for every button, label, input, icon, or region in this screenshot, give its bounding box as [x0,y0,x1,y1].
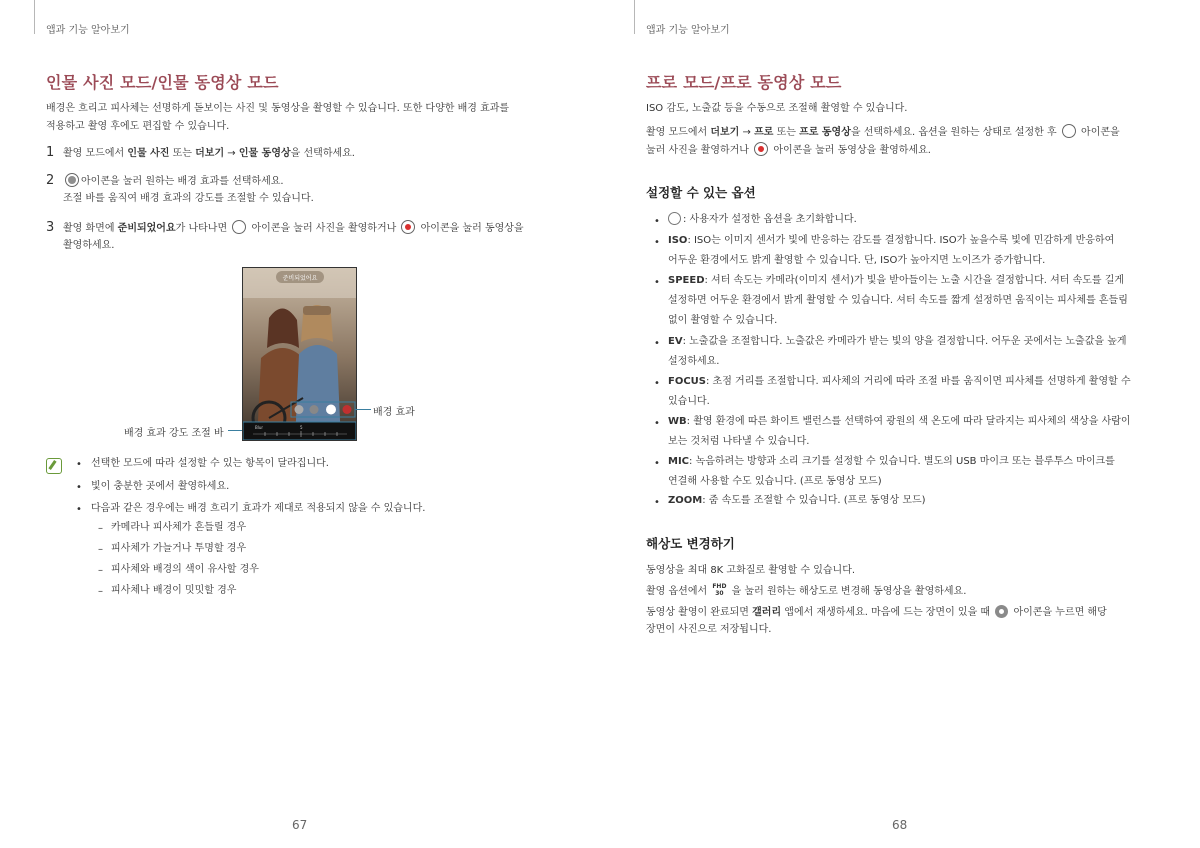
section-header: 앱과 기능 알아보기 [646,25,730,36]
intro-text [46,100,509,136]
option-reset: : 사용자가 설정한 옵션을 초기화합니다. [668,210,857,230]
step-text: 아이콘을 눌러 원하는 배경 효과를 선택하세요. 조절 바를 움직여 배경 효과의 강도를 조절할 수 있습니다. [63,173,314,207]
option-ev: EV: 노출값을 조절합니다. 노출값은 카메라가 받는 빛의 양을 결정합니다. 어두운 곳에서는 노출값을 높게 설정하세요. [668,336,1127,367]
mode-instructions: 촬영 모드에서 더보기 → 프로 또는 프로 동영상을 선택하세요. 옵션을 원하는 상태로 설정한 후 아이콘을 눌러 사진을 촬영하거나 아이콘을 눌러 동영상을 촬영하세요. [646,124,1166,160]
note-icon [46,458,62,474]
right-page: 앱과 기능 알아보기 프로 모드/프로 동영상 모드 ISO 감도, 노출값 등을 수동으로 조절해 촬영할 수 있습니다. 촬영 모드에서 더보기 → 프로 또는 프로 동영상을 선택하세요. 옵션을 원하는 상태로 설정한 후 아이콘을 눌러 사진을 촬영하거나 아이콘을 눌러 동영상을 촬영하세요. 설정할 수 있는 옵션 • : 사용자가 설정한 옵션을 초기화합니다. • ISO: ISO는 이미지 센서가 빛에 반응하는 감도를 결정합니다. ISO가 높을수록 빛에 민감하게 반응하여 어두운 환경에서도 밝게 촬영할 수 있습니다. 단, ISO가 높아지면 노이즈가 증가합니다. • SPEED: 셔터 속도는 카메라(이미지 센서)가 빛을 받아들이는 노출 시간을 결정합니다. 셔터 속도를 길게 설정하면 어두운 환경에서 밝게 촬영할 수 있습니다. 셔터 속도를 짧게 설정하면 움직이는 피사체를 흔들림 없이 촬영할 수 있습니다. • EV: 노출값을 조절합니다. 노출값은 카메라가 받는 빛의 양을 결정합니다. 어두운 곳에서는 노출값을 높게 설정하세요. • FOCUS: 초점 거리를 조절합니다. 피사체의 거리에 따라 조절 바를 움직이면 피사체를 선명하게 촬영할 수 있습니다. • WB: 촬영 환경에 따른 화이트 밸런스를 선택하여 광원의 색 온도에 따라 달라지는 피사체의 색상을 사람이 보는 것처럼 나타낼 수 있습니다. • MIC: 녹음하려는 방향과 소리 크기를 설정할 수 있습니다. 별도의 USB 마이크 또는 블루투스 마이크를 연결해 사용할 수도 있습니다. (프로 동영상 모드) • ZOOM: 줌 속도를 조절할 수 있습니다. (프로 동영상 모드) 해상도 변경하기 동영상을 최대 8K 고화질로 촬영할 수 있습니다. 촬영 옵션에서 FHD 30 을 눌러 원하는 해상도로 변경해 동영상을 촬영하세요. 동영상 촬영이 완료되면 갤러리 앱에서 재생하세요. 마음에 드는 장면이 있을 때 아이콘을 누르면 해당 장면이 사진으로 저장됩니다. 68 [600,0,1200,848]
sub-note-item: 피사체가 가늘거나 투명할 경우 [111,543,247,554]
note-item: 선택한 모드에 따라 설정할 수 있는 항목이 달라집니다. [91,458,329,469]
option-mic: MIC: 녹음하려는 방향과 소리 크기를 설정할 수 있습니다. 별도의 USB 마이크 또는 블루투스 마이크를 연결해 사용할 수도 있습니다. (프로 동영상 모드) [668,456,1115,487]
record-icon [401,220,415,234]
ready-label: 준비되었어요 [282,275,318,282]
option-zoom: ZOOM: 줌 속도를 조절할 수 있습니다. (프로 동영상 모드) [668,495,926,506]
option-focus: FOCUS: 초점 거리를 조절합니다. 피사체의 거리에 따라 조절 바를 움직이면 피사체를 선명하게 촬영할 수 있습니다. [668,376,1131,407]
capture-frame-icon [995,605,1008,618]
option-iso: ISO: ISO는 이미지 센서가 빛에 반응하는 감도를 결정합니다. ISO가 높을수록 빛에 민감하게 반응하여 어두운 환경에서도 밝게 촬영할 수 있습니다. 단, ISO가 높아지면 노이즈가 증가합니다. [668,235,1115,266]
note-item: 다음과 같은 경우에는 배경 흐리기 효과가 제대로 적용되지 않을 수 있습니다. [91,503,426,514]
fhd-resolution-icon: FHD 30 [712,583,727,597]
shutter-icon [232,220,246,234]
intro-text: ISO 감도, 노출값 등을 수동으로 조절해 촬영할 수 있습니다. [646,103,908,114]
step-text: 촬영 모드에서 인물 사진 또는 더보기 → 인물 동영상을 선택하세요. [63,148,355,159]
page-title: 프로 모드/프로 동영상 모드 [646,73,842,92]
intro-line: 배경은 흐리고 피사체는 선명하게 돋보이는 사진 및 동영상을 촬영할 수 있습니다. 또한 다양한 배경 효과를 [46,103,510,114]
callout-line [228,430,242,431]
sub-note-item: 피사체와 배경의 색이 유사할 경우 [111,564,259,575]
header-divider [634,0,635,34]
sub-note-item: 카메라나 피사체가 흔들릴 경우 [111,522,247,533]
resolution-text: 동영상을 최대 8K 고화질로 촬영할 수 있습니다. 촬영 옵션에서 FHD 30 을 눌러 원하는 해상도로 변경해 동영상을 촬영하세요. 동영상 촬영이 완료되면 갤러리 앱에서 재생하세요. 마음에 드는 장면이 있을 때 아이콘을 누르면 해당 장면이 사진으로 저장됩니다. [646,565,1107,635]
step-text: 촬영 화면에 준비되었어요가 나타나면 아이콘을 눌러 사진을 촬영하거나 아이콘을 눌러 동영상을 촬영하세요. [63,220,524,254]
header-divider [34,0,35,34]
callout-effect: 배경 효과 [373,407,415,418]
step-number: 2 [46,173,55,188]
intro-line: 적용하고 촬영 후에도 편집할 수 있습니다. [46,121,230,132]
page-number: 68 [892,818,908,832]
option-wb: WB: 촬영 환경에 따른 화이트 밸런스를 선택하여 광원의 색 온도에 따라 달라지는 피사체의 색상을 사람이 보는 것처럼 나타낼 수 있습니다. [668,416,1131,447]
note-item: 빛이 충분한 곳에서 촬영하세요. [91,481,230,492]
portrait-photo [243,268,357,441]
section-heading: 해상도 변경하기 [646,536,735,551]
section-header: 앱과 기능 알아보기 [46,25,130,36]
blur-value: 5 [300,425,303,430]
page-title: 인물 사진 모드/인물 동영상 모드 [46,73,279,92]
shutter-icon [1062,124,1076,138]
option-speed: SPEED: 셔터 속도는 카메라(이미지 센서)가 빛을 받아들이는 노출 시간을 결정합니다. 셔터 속도를 길게 설정하면 어두운 환경에서 밝게 촬영할 수 있습니다. 셔터 속도를 짧게 설정하면 움직이는 피사체를 흔들림 없이 촬영할 수 있습니다. [668,275,1128,326]
section-heading: 설정할 수 있는 옵션 [646,185,756,200]
background-effect-icon [65,173,79,187]
callout-line [355,409,371,410]
step-number: 3 [46,220,55,235]
blur-label: Blur [255,425,264,430]
reset-icon [668,212,681,225]
step-number: 1 [46,145,55,160]
camera-screenshot [242,267,357,441]
sub-note-item: 피사체나 배경이 밋밋할 경우 [111,585,237,596]
callout-strength-bar: 배경 효과 강도 조절 바 [124,428,224,439]
left-page: 앱과 기능 알아보기 인물 사진 모드/인물 동영상 모드 배경은 흐리고 피사체는 선명하게 돋보이는 사진 및 동영상을 촬영할 수 있습니다. 또한 다양한 배경 효과를 적용하고 촬영 후에도 편집할 수 있습니다. 1 촬영 모드에서 인물 사진 또는 더보기 → 인물 동영상을 선택하세요. 2 아이콘을 눌러 원하는 배경 효과를 선택하세요. 조절 바를 움직여 배경 효과의 강도를 조절할 수 있습니다. 3 촬영 화면에 준비되었어요가 나타나면 아이콘을 눌러 사진을 촬영하거나 아이콘을 눌러 동영상을 촬영하세요. 준비되었어요 Blur 5 배경 효과 배경 효과 강도 조절 바 • 선택한 모드에 따라 설정할 수 있는 항목이 달라집니다. • 빛이 충분한 곳에서 촬영하세요. • 다음과 같은 경우에는 배경 흐리기 효과가 제대로 적용되지 않을 수 있습니다. – 카메라나 피사체가 흔들릴 경우 – 피사체가 가늘거나 투명할 경우 – 피사체와 배경의 색이 유사할 경우 – 피사체나 배경이 밋밋할 경우 67 [0,0,600,848]
page-number: 67 [292,818,308,832]
record-icon [754,142,768,156]
